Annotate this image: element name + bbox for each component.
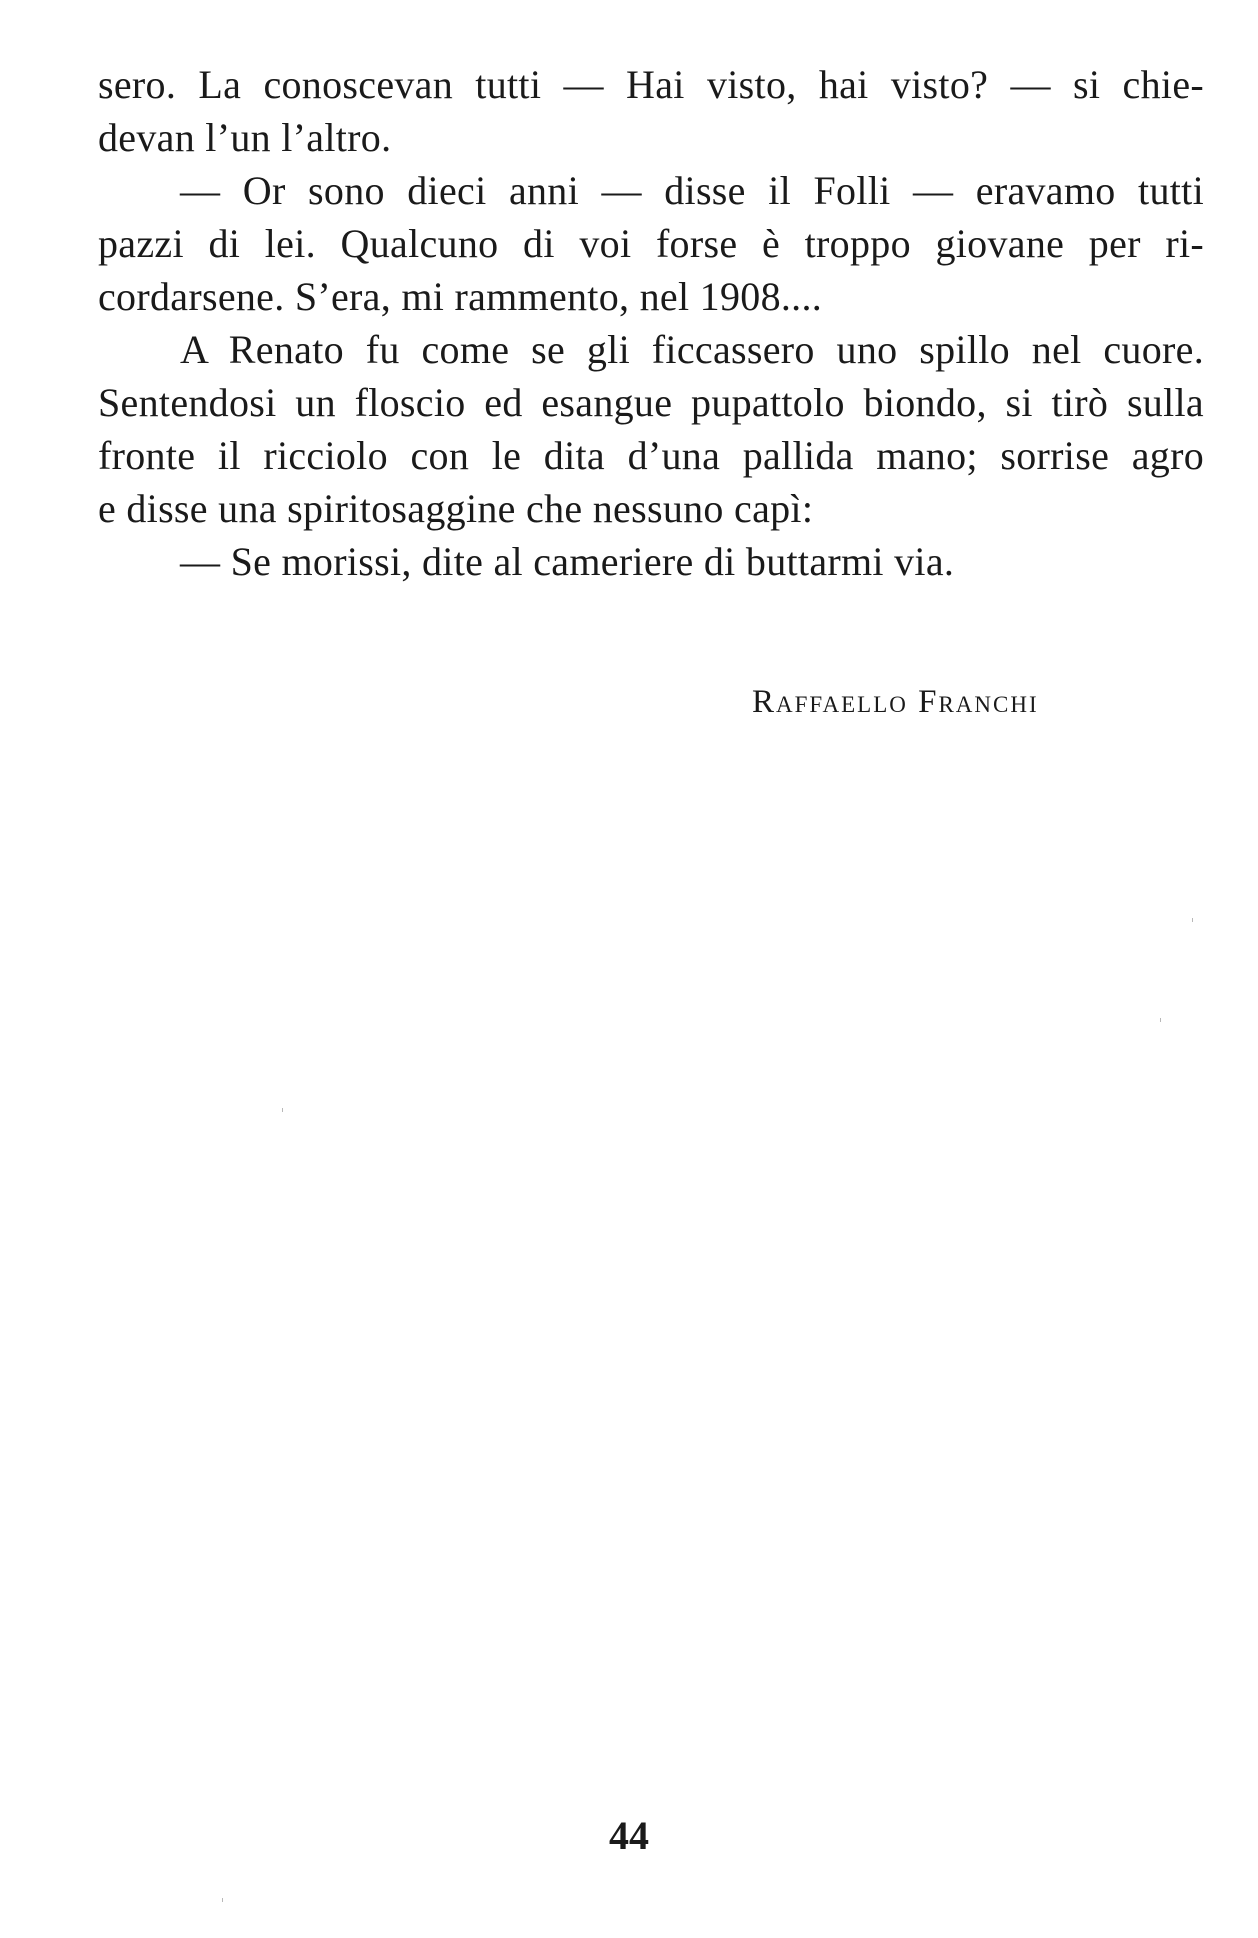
text-line: Sentendosi un floscio ed esangue pupattolo biondo, si tirò sulla (98, 380, 1204, 425)
text-line: A Renato fu come se gli ficcassero uno spillo nel cuore. (180, 327, 1204, 372)
text-line: sero. La conoscevan tutti — Hai visto, hai visto? — si chie- (98, 62, 1204, 107)
scan-speck (222, 1898, 223, 1902)
author-signature: Raffaello Franchi (752, 684, 1039, 720)
text-line: devan l’un l’altro. (98, 115, 392, 160)
body-text (98, 58, 1204, 588)
text-line: e disse una spiritosaggine che nessuno capì: (98, 486, 814, 531)
scan-speck (1160, 1018, 1161, 1022)
text-line: fronte il ricciolo con le dita d’una pallida mano; sorrise agro (98, 433, 1204, 478)
text-line: cordarsene. S’era, mi rammento, nel 1908.... (98, 274, 823, 319)
text-line: — Se morissi, dite al cameriere di buttarmi via. (180, 539, 955, 584)
scan-speck (282, 1108, 283, 1112)
scan-speck (1192, 918, 1193, 922)
page-number: 44 (609, 1813, 649, 1858)
text-line: pazzi di lei. Qualcuno di voi forse è troppo giovane per ri- (98, 221, 1204, 266)
text-line: — Or sono dieci anni — disse il Folli — eravamo tutti (180, 168, 1204, 213)
